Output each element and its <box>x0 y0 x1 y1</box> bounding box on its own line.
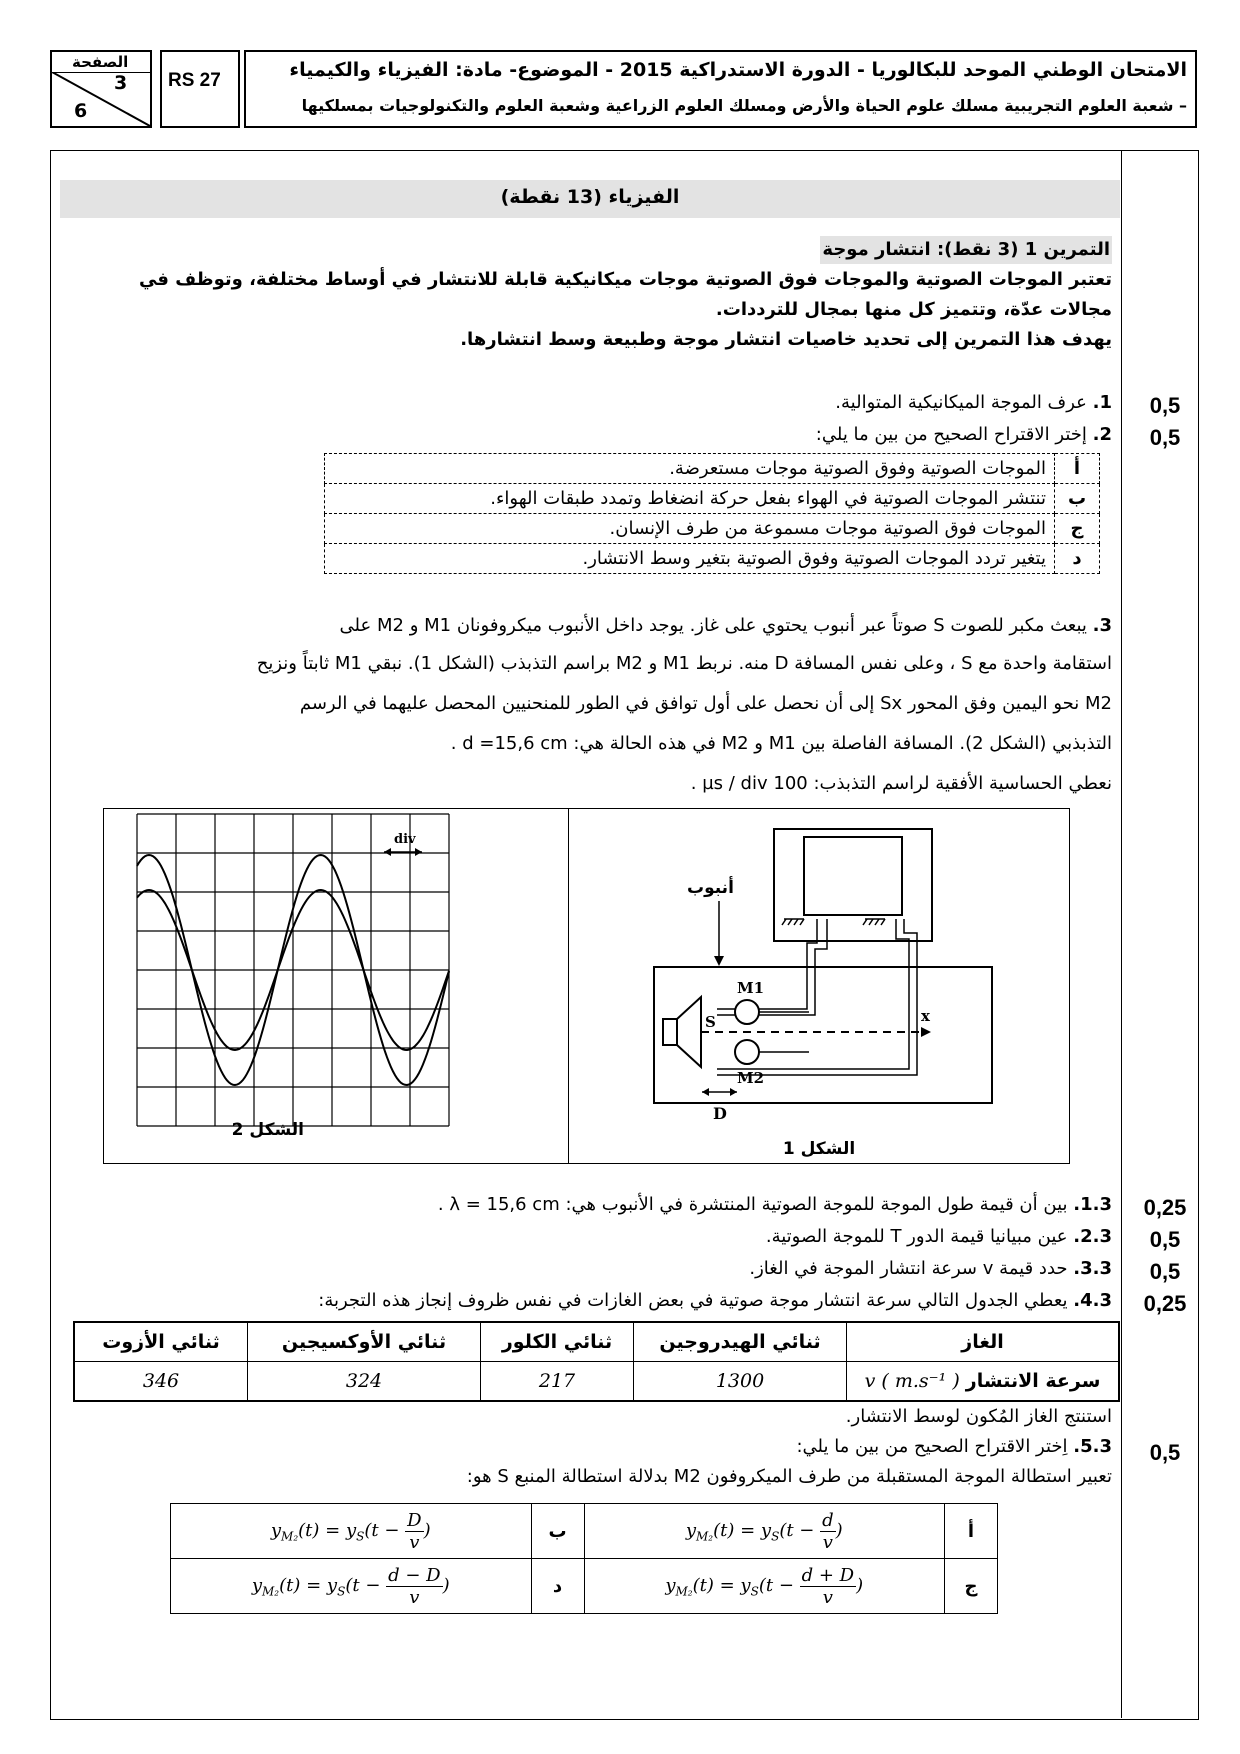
exam-subtitle: – شعبة العلوم التجريبية مسلك علوم الحياة والأرض ومسلك العلوم الزراعية وشعبة العلوم والتكنولوجيات بمسلكيها <box>301 96 1187 115</box>
q3-line-4: التذبذبي (الشكل 2). المسافة الفاصلة بين M1 و M2 في هذه الحالة هي: d =15,6 cm . <box>450 733 1112 754</box>
q2-number: 2. <box>1092 424 1112 445</box>
wire-m1 <box>717 919 817 1009</box>
fraction-numerator: d − D <box>388 1564 441 1586</box>
q5-option-row <box>171 1559 998 1614</box>
d-label: D <box>713 1104 727 1123</box>
q3-line-1 <box>340 612 1112 640</box>
microphone-m2 <box>735 1040 759 1064</box>
q5-option-letter: ب <box>531 1504 584 1559</box>
q5-text-2: تعبير استطالة الموجة المستقبلة من طرف الميكروفون M2 بدلالة استطالة المنبع S هو: <box>466 1466 1112 1487</box>
fraction-denominator: v <box>409 1586 420 1608</box>
q3-1-text: بين أن قيمة طول الموجة للموجة الصوتية المنتشرة في الأنبوب هي: λ = 15,6 cm . <box>437 1194 1068 1215</box>
exam-title: الامتحان الوطني الموحد للبكالوريا - الدورة الاستدراكية 2015 - الموضوع- مادة: الفيزياء والكيمياء <box>289 59 1187 81</box>
gas-speed: 346 <box>74 1362 248 1402</box>
gas-name: ثنائي الأزوت <box>74 1322 248 1362</box>
formula-text: (t) = y <box>298 1520 357 1541</box>
q2-text: إختر الاقتراح الصحيح من بين ما يلي: <box>815 424 1087 445</box>
q2-option-letter: ج <box>1055 514 1100 544</box>
formula <box>665 1564 864 1608</box>
figure-2-caption: الشكل 2 <box>231 1120 304 1140</box>
formula <box>270 1509 431 1553</box>
q3-4 <box>318 1287 1112 1315</box>
section-title: الفيزياء (13 نقطة) <box>500 186 680 208</box>
q3-3-text: حدد قيمة v سرعة انتشار الموجة في الغاز. <box>749 1258 1068 1279</box>
tube-label: أنبوب <box>687 878 734 898</box>
q3-4-number: 4.3. <box>1073 1290 1112 1311</box>
oscilloscope <box>774 829 932 941</box>
q4-conclude: استنتج الغاز المُكون لوسط الانتشار. <box>845 1406 1112 1427</box>
figure-1-setup <box>569 809 1069 1163</box>
q2-option-row <box>325 484 1100 514</box>
formula-subscript: M₂ <box>675 1584 693 1599</box>
speed-label-cell <box>847 1362 1120 1402</box>
fraction-denominator: v <box>822 1531 833 1553</box>
gas-speed-table <box>73 1321 1120 1402</box>
q3-4-score: 0,25 <box>1143 1291 1187 1316</box>
gas-name: ثنائي الأوكسيجين <box>248 1322 481 1362</box>
q2-option-text: الموجات فوق الصوتية موجات مسموعة من طرف الإنسان. <box>325 514 1055 544</box>
q3-line-2: استقامة واحدة مع S ، وعلى نفس المسافة D منه. نربط M1 و M2 براسم التذبذب (الشكل 1). نبقي M1 ثابتاً ونزيح <box>256 653 1112 674</box>
q5-score: 0,5 <box>1149 1440 1181 1465</box>
exam-title-box <box>244 50 1197 128</box>
gas-name: ثنائي الكلور <box>481 1322 634 1362</box>
div-label: div <box>394 832 416 847</box>
q3-line-3: M2 نحو اليمين وفق المحور Sx إلى أن نحصل على أول توافق في الطور للمنحنيين المحصل عليهما في الرسم <box>299 693 1112 714</box>
q2-option-text: يتغير تردد الموجات الصوتية وفوق الصوتية بتغير وسط الانتشار. <box>325 544 1055 574</box>
formula-text: (t) = y <box>713 1520 772 1541</box>
gas-name: ثنائي الهيدروجين <box>634 1322 847 1362</box>
page-label: الصفحة <box>72 53 129 71</box>
formula-text: (t − <box>779 1520 821 1541</box>
q5-option-formula <box>171 1504 532 1559</box>
q3-2-text: عين مبيانيا قيمة الدور T للموجة الصوتية. <box>765 1226 1068 1247</box>
q2-score: 0,5 <box>1149 425 1181 450</box>
exam-code-box <box>160 50 240 128</box>
formula-lhs: y <box>251 1575 263 1596</box>
q3-1-score: 0,25 <box>1143 1195 1187 1220</box>
q1-text: عرف الموجة الميكانيكية المتوالية. <box>835 392 1087 413</box>
section-title-bar <box>60 180 1120 218</box>
ground-symbol-1 <box>782 919 804 925</box>
q2-option-text: تنتشر الموجات الصوتية في الهواء بفعل حركة انضغاط وتمدد طبقات الهواء. <box>325 484 1055 514</box>
fraction <box>800 1565 856 1608</box>
q2-options-table <box>324 453 1100 574</box>
q5-option-letter: د <box>531 1559 584 1614</box>
figures-box <box>103 808 1070 1164</box>
q2-option-letter: د <box>1055 544 1100 574</box>
figure-1-caption: الشكل 1 <box>782 1139 856 1159</box>
q2-option-letter: ب <box>1055 484 1100 514</box>
x-label: x <box>921 1007 930 1025</box>
formula-text: (t − <box>345 1575 387 1596</box>
q2-option-letter: أ <box>1055 454 1100 484</box>
q3-line-1-text: يبعث مكبر للصوت S صوتاً عبر أنبوب يحتوي على غاز. يوجد داخل الأنبوب ميكروفونان M1 و M2 على <box>339 615 1087 636</box>
q5-option-row <box>171 1504 998 1559</box>
gas-speeds-row <box>74 1362 1119 1402</box>
gas-names-row <box>74 1322 1119 1362</box>
oscilloscope-grid <box>137 814 449 1126</box>
q5-option-letter: ج <box>945 1559 998 1614</box>
q1-score: 0,5 <box>1149 393 1181 418</box>
div-arrow-head-left <box>384 848 391 856</box>
exercise-heading: التمرين 1 (3 نقط): انتشار موجة <box>820 236 1112 264</box>
q5-options-table <box>170 1503 998 1614</box>
q3-3 <box>749 1255 1112 1283</box>
formula-text: ) <box>856 1575 864 1596</box>
fraction-numerator: d <box>822 1509 834 1531</box>
fraction-numerator: D <box>407 1509 422 1531</box>
q3-number: 3. <box>1092 615 1112 636</box>
formula <box>251 1564 450 1608</box>
exercise-intro-line-2: مجالات عدّة، وتتميز كل منها بمجال للترددات. <box>715 299 1112 320</box>
sx-axis-arrow <box>921 1027 931 1037</box>
q3-1-number: 1.3. <box>1073 1194 1112 1215</box>
page-total: 6 <box>74 100 88 122</box>
m1-label: M1 <box>737 979 765 997</box>
q2-option-row <box>325 544 1100 574</box>
fraction <box>820 1510 836 1553</box>
q1 <box>835 389 1112 417</box>
fraction-denominator: v <box>409 1531 420 1553</box>
tube <box>654 967 992 1103</box>
score-column-divider <box>1121 150 1122 1718</box>
q5-option-formula <box>584 1504 945 1559</box>
q3-4-text: يعطي الجدول التالي سرعة انتشار موجة صوتية في بعض الغازات في نفس ظروف إنجاز هذه التجربة: <box>318 1290 1068 1311</box>
formula-lhs: y <box>270 1520 282 1541</box>
q2-option-row <box>325 454 1100 484</box>
q3-2-score: 0,5 <box>1149 1227 1181 1252</box>
q5-option-letter: أ <box>945 1504 998 1559</box>
formula-subscript: M₂ <box>281 1529 299 1544</box>
q2-option-row <box>325 514 1100 544</box>
oscilloscope-screen <box>804 837 902 915</box>
q5-option-formula <box>171 1559 532 1614</box>
q3-3-score: 0,5 <box>1149 1259 1181 1284</box>
formula-lhs: y <box>665 1575 676 1596</box>
q2 <box>816 421 1112 449</box>
exercise-intro-line-1: تعتبر الموجات الصوتية والموجات فوق الصوتية موجات ميكانيكية قابلة للانتشار في أوساط مختلفة، وتوظف في <box>138 269 1112 290</box>
q3-3-number: 3.3. <box>1073 1258 1112 1279</box>
q3-2 <box>766 1223 1112 1251</box>
formula-text: ) <box>835 1520 843 1541</box>
formula-text: (t − <box>758 1575 800 1596</box>
gas-speed: 324 <box>248 1362 481 1402</box>
formula-subscript: S <box>771 1529 780 1544</box>
figure-2-oscillogram <box>104 809 568 1163</box>
formula-subscript: M₂ <box>262 1584 280 1599</box>
formula-subscript: S <box>750 1584 759 1599</box>
gas-speed: 1300 <box>634 1362 847 1402</box>
q5-text: اِختر الاقتراح الصحيح من بين ما يلي: <box>796 1436 1068 1457</box>
formula-text: (t) = y <box>692 1575 751 1596</box>
microphone-m1 <box>735 1000 759 1024</box>
formula-text: ) <box>423 1520 431 1541</box>
q3-line-5: نعطي الحساسية الأفقية لراسم التذبذب: 100 µs / div . <box>690 773 1112 794</box>
q5-option-formula <box>584 1559 945 1614</box>
q3-1 <box>438 1191 1112 1219</box>
q2-option-text: الموجات الصوتية وفوق الصوتية موجات مستعرضة. <box>325 454 1055 484</box>
exercise-intro-line-3: يهدف هذا التمرين إلى تحديد خاصيات انتشار موجة وطبيعة وسط انتشارها. <box>460 329 1112 350</box>
page-number: 3 <box>114 72 128 94</box>
page-number-box <box>50 50 152 128</box>
formula-lhs: y <box>685 1520 696 1541</box>
speed-unit: v ( m.s⁻¹ ) <box>864 1370 960 1392</box>
formula-subscript: S <box>356 1529 365 1544</box>
speaker-body <box>663 1019 677 1045</box>
fraction <box>386 1565 442 1608</box>
speaker-cone <box>677 997 701 1067</box>
q5 <box>796 1433 1112 1461</box>
formula-text: ) <box>442 1575 450 1596</box>
gas-speed: 217 <box>481 1362 634 1402</box>
fraction-numerator: d + D <box>801 1564 855 1586</box>
div-arrow-head-right <box>415 848 422 856</box>
fraction <box>405 1510 423 1553</box>
s-label: S <box>705 1013 716 1031</box>
formula-text: (t) = y <box>279 1575 338 1596</box>
ground-symbol-2 <box>863 919 885 925</box>
q3-2-number: 2.3. <box>1073 1226 1112 1247</box>
formula-subscript: M₂ <box>696 1529 714 1544</box>
q5-number: 5.3. <box>1073 1436 1112 1457</box>
exam-code: RS 27 <box>168 70 221 91</box>
formula-text: (t − <box>364 1520 406 1541</box>
fraction-denominator: v <box>822 1586 833 1608</box>
formula <box>685 1509 843 1553</box>
formula-subscript: S <box>337 1584 346 1599</box>
m2-label: M2 <box>737 1069 765 1087</box>
speed-label: سرعة الانتشار <box>965 1370 1101 1392</box>
q1-number: 1. <box>1092 392 1112 413</box>
gas-header-label: الغاز <box>847 1322 1120 1362</box>
